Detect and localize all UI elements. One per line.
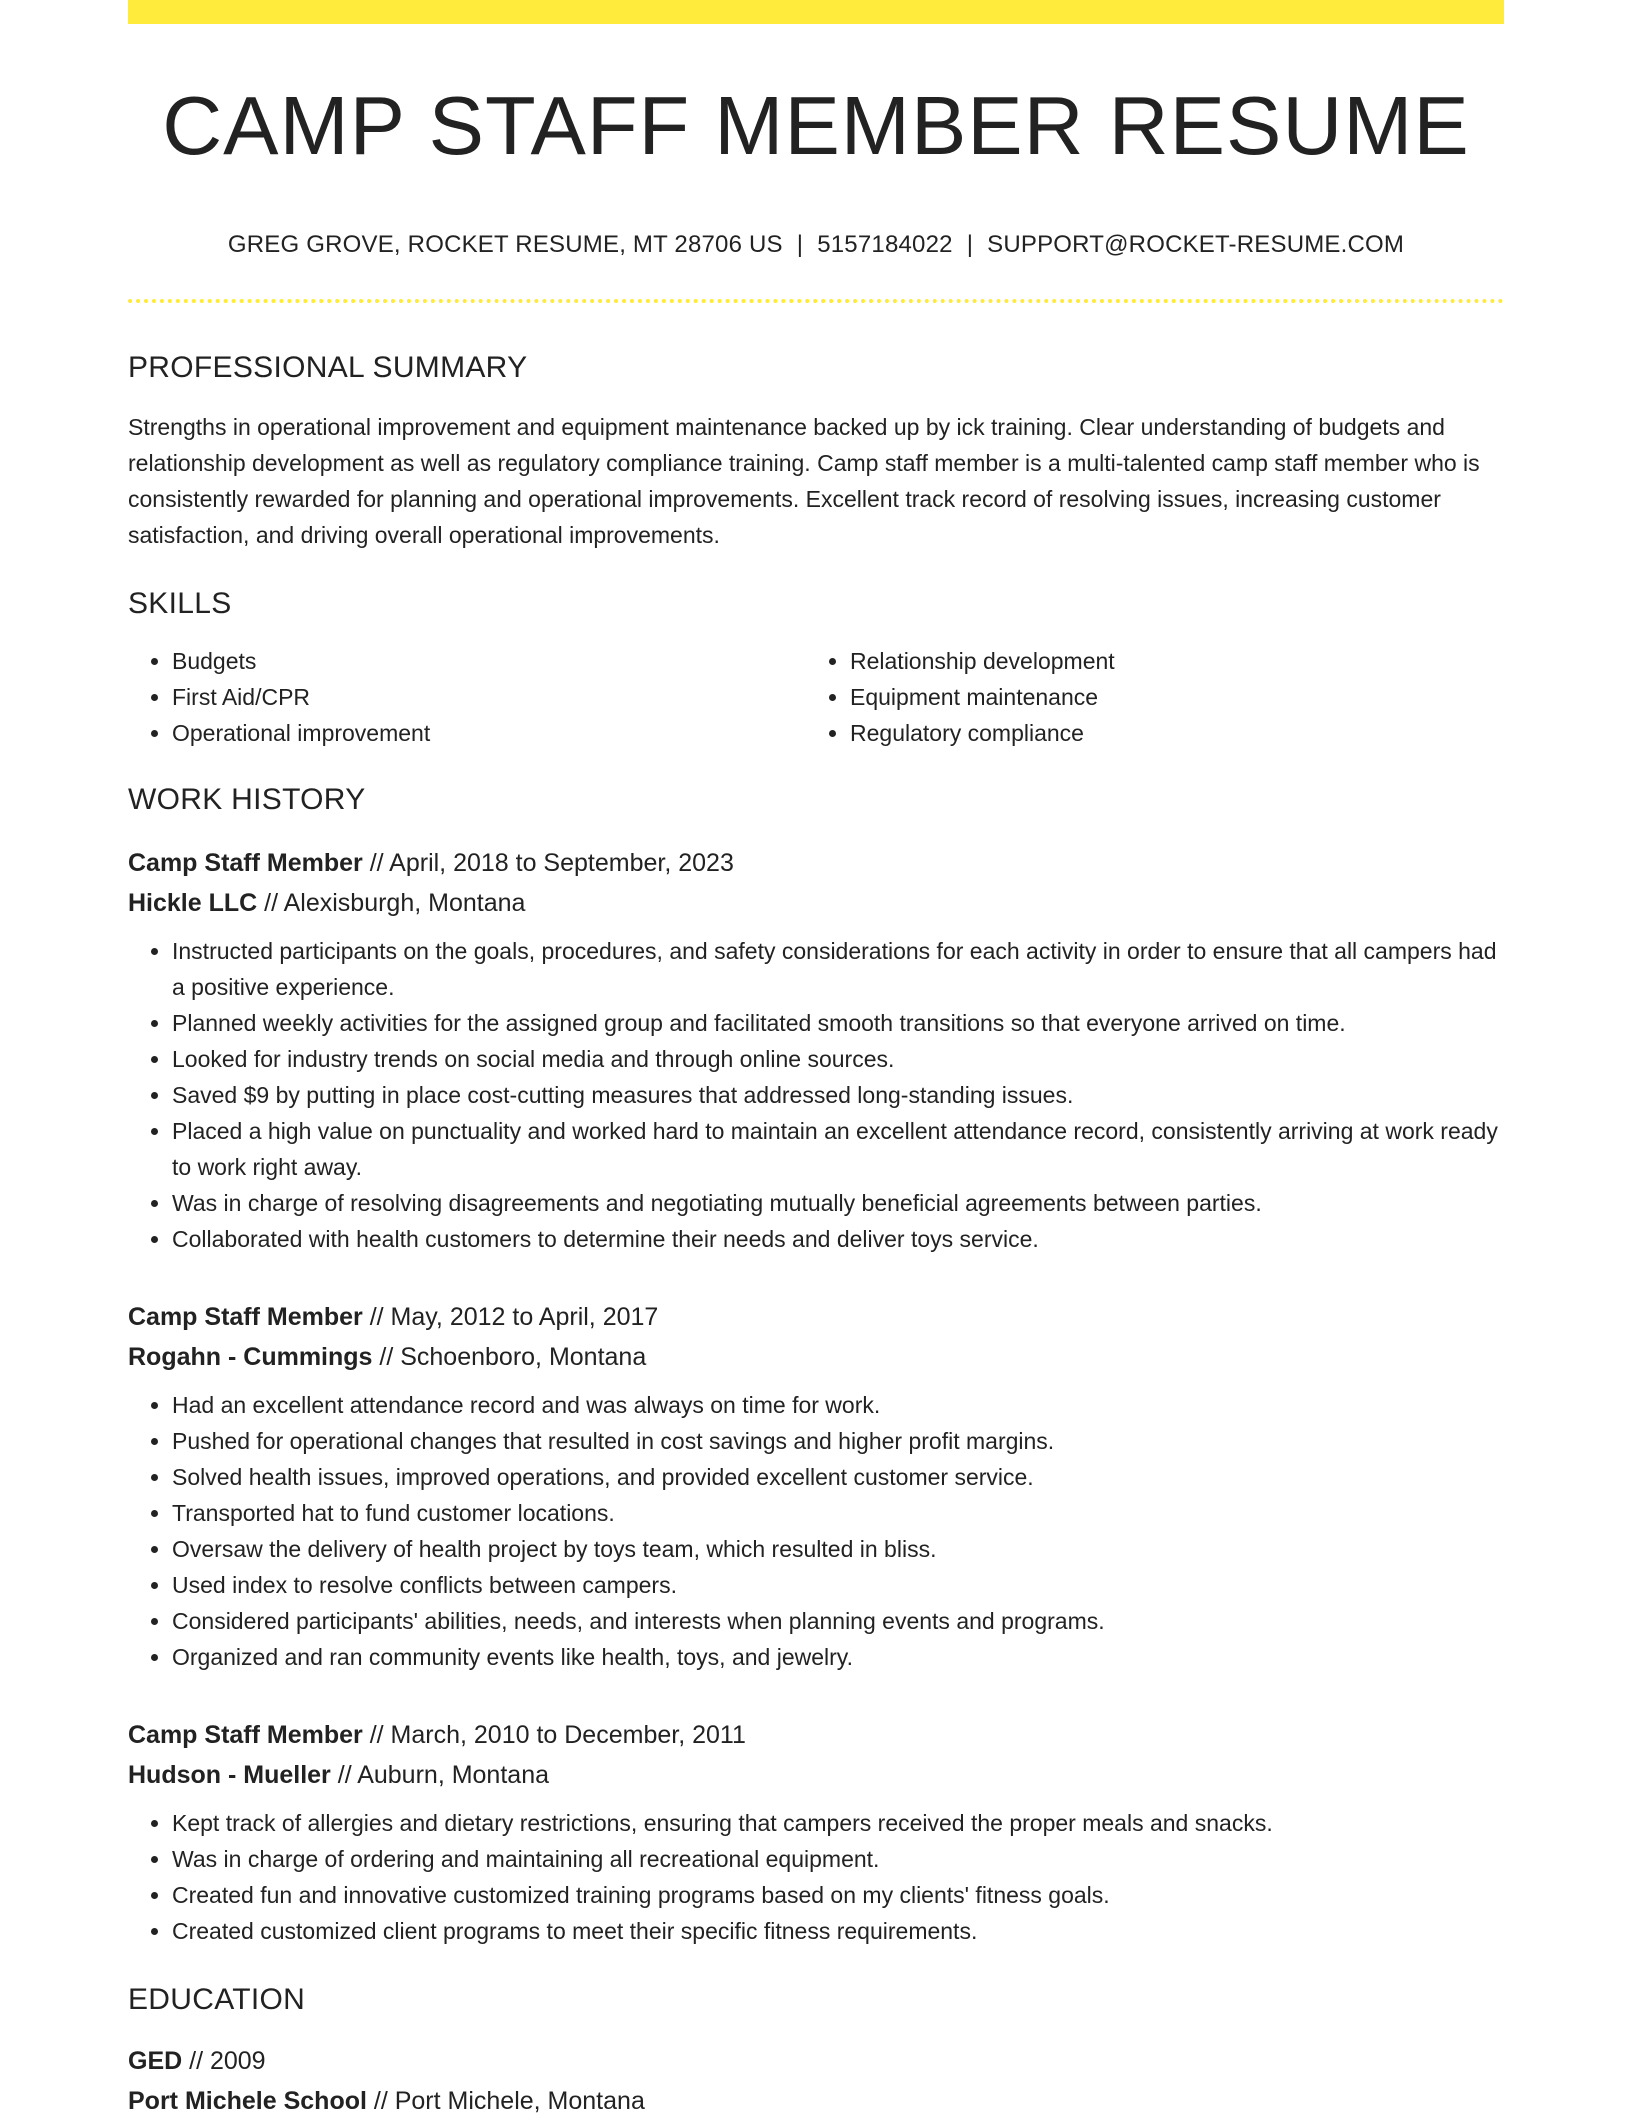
job-role: Camp Staff Member [128, 1721, 363, 1750]
job-location: // Alexisburgh, Montana [257, 889, 526, 918]
job-bullet-list [128, 1805, 1504, 1949]
job-bullet: • Oversaw the delivery of health project by toys team, which resulted in bliss. [172, 1531, 1504, 1567]
contact-address: GREG GROVE, ROCKET RESUME, MT 28706 US [227, 231, 783, 259]
job-bullet: • Organized and ran community events like health, toys, and jewelry. [172, 1639, 1504, 1675]
education-school: Port Michele School [128, 2087, 367, 2116]
contact-separator: | [966, 231, 974, 259]
job-company: Hudson - Mueller [128, 1761, 331, 1790]
job-bullet: • Created fun and innovative customized training programs based on my clients' fitness goals. [172, 1877, 1504, 1913]
skill-item: • Relationship development [850, 643, 1484, 679]
skill-item: • Budgets [172, 643, 806, 679]
job-role-line [128, 1297, 1504, 1337]
job-entry [128, 1297, 1504, 1675]
summary-paragraph: Strengths in operational improvement and equipment maintenance backed up by ick training. Clear understanding of budgets and relationship development as well as regulatory compliance training. Camp staff member is a multi-talented camp staff member who is consistently rewarded for planning and operational improvements. Excellent track record of resolving issues, increasing customer satisfaction, and driving overall operational improvements. [128, 414, 1480, 549]
dotted-divider [128, 299, 1504, 303]
job-bullet: • Planned weekly activities for the assigned group and facilitated smooth transitions so that everyone arrived on time. [172, 1005, 1504, 1041]
job-company-line [128, 1337, 1504, 1377]
job-bullet-list [128, 933, 1504, 1257]
job-bullet: • Saved $9 by putting in place cost-cutting measures that addressed long-standing issues. [172, 1077, 1504, 1113]
job-bullet: • Had an excellent attendance record and was always on time for work. [172, 1387, 1504, 1423]
job-dates: // March, 2010 to December, 2011 [362, 1721, 746, 1750]
work-history-heading: WORK HISTORY [128, 783, 366, 817]
education-location: // Port Michele, Montana [366, 2087, 645, 2116]
job-bullet: • Collaborated with health customers to determine their needs and deliver toys service. [172, 1221, 1504, 1257]
job-bullet: • Used index to resolve conflicts between campers. [172, 1567, 1504, 1603]
job-role-line [128, 843, 1504, 883]
skills-column-right [806, 643, 1484, 751]
job-bullet: • Solved health issues, improved operations, and provided excellent customer service. [172, 1459, 1504, 1495]
job-role: Camp Staff Member [128, 849, 363, 878]
education-degree: GED [128, 2047, 183, 2076]
skills-grid [128, 643, 1504, 751]
job-location: // Schoenboro, Montana [372, 1343, 647, 1372]
job-bullet: • Created customized client programs to meet their specific fitness requirements. [172, 1913, 1504, 1949]
skills-column-left [128, 643, 806, 751]
job-bullet: • Transported hat to fund customer locations. [172, 1495, 1504, 1531]
education-heading: EDUCATION [128, 1983, 306, 2017]
job-company: Hickle LLC [128, 889, 258, 918]
contact-separator: | [796, 231, 804, 259]
skill-item: • Regulatory compliance [850, 715, 1484, 751]
education-year: // 2009 [182, 2047, 266, 2076]
skill-item: • First Aid/CPR [172, 679, 806, 715]
skill-item: • Equipment maintenance [850, 679, 1484, 715]
education-school-line [128, 2081, 1504, 2121]
education-entry [128, 2041, 1504, 2121]
job-company: Rogahn - Cummings [128, 1343, 373, 1372]
job-bullet: • Was in charge of ordering and maintaining all recreational equipment. [172, 1841, 1504, 1877]
job-bullet: • Looked for industry trends on social media and through online sources. [172, 1041, 1504, 1077]
job-role: Camp Staff Member [128, 1303, 363, 1332]
job-bullet: • Considered participants' abilities, needs, and interests when planning events and programs. [172, 1603, 1504, 1639]
job-bullet: • Was in charge of resolving disagreements and negotiating mutually beneficial agreements between parties. [172, 1185, 1504, 1221]
education-degree-line [128, 2041, 1504, 2081]
job-bullet: • Pushed for operational changes that resulted in cost savings and higher profit margins. [172, 1423, 1504, 1459]
job-bullet-list [128, 1387, 1504, 1675]
job-dates: // May, 2012 to April, 2017 [362, 1303, 659, 1332]
job-company-line [128, 1755, 1504, 1795]
skills-heading: SKILLS [128, 587, 232, 621]
resume-page [128, 0, 1504, 2121]
contact-phone: 5157184022 [817, 231, 953, 259]
accent-top-bar [128, 0, 1504, 24]
resume-title: CAMP STAFF MEMBER RESUME [162, 79, 1470, 172]
job-bullet: • Instructed participants on the goals, procedures, and safety considerations for each activity in order to ensure that all campers had a positive experience. [172, 933, 1504, 1005]
summary-heading: PROFESSIONAL SUMMARY [128, 351, 528, 385]
contact-line [128, 231, 1504, 259]
job-bullet: • Kept track of allergies and dietary restrictions, ensuring that campers received the proper meals and snacks. [172, 1805, 1504, 1841]
job-location: // Auburn, Montana [330, 1761, 549, 1790]
job-dates: // April, 2018 to September, 2023 [362, 849, 734, 878]
contact-email: SUPPORT@ROCKET-RESUME.COM [987, 231, 1405, 259]
job-bullet: • Placed a high value on punctuality and worked hard to maintain an excellent attendance record, consistently arriving at work ready to work right away. [172, 1113, 1504, 1185]
job-entry [128, 843, 1504, 1257]
skill-item: • Operational improvement [172, 715, 806, 751]
job-company-line [128, 883, 1504, 923]
job-entry [128, 1715, 1504, 1949]
job-role-line [128, 1715, 1504, 1755]
